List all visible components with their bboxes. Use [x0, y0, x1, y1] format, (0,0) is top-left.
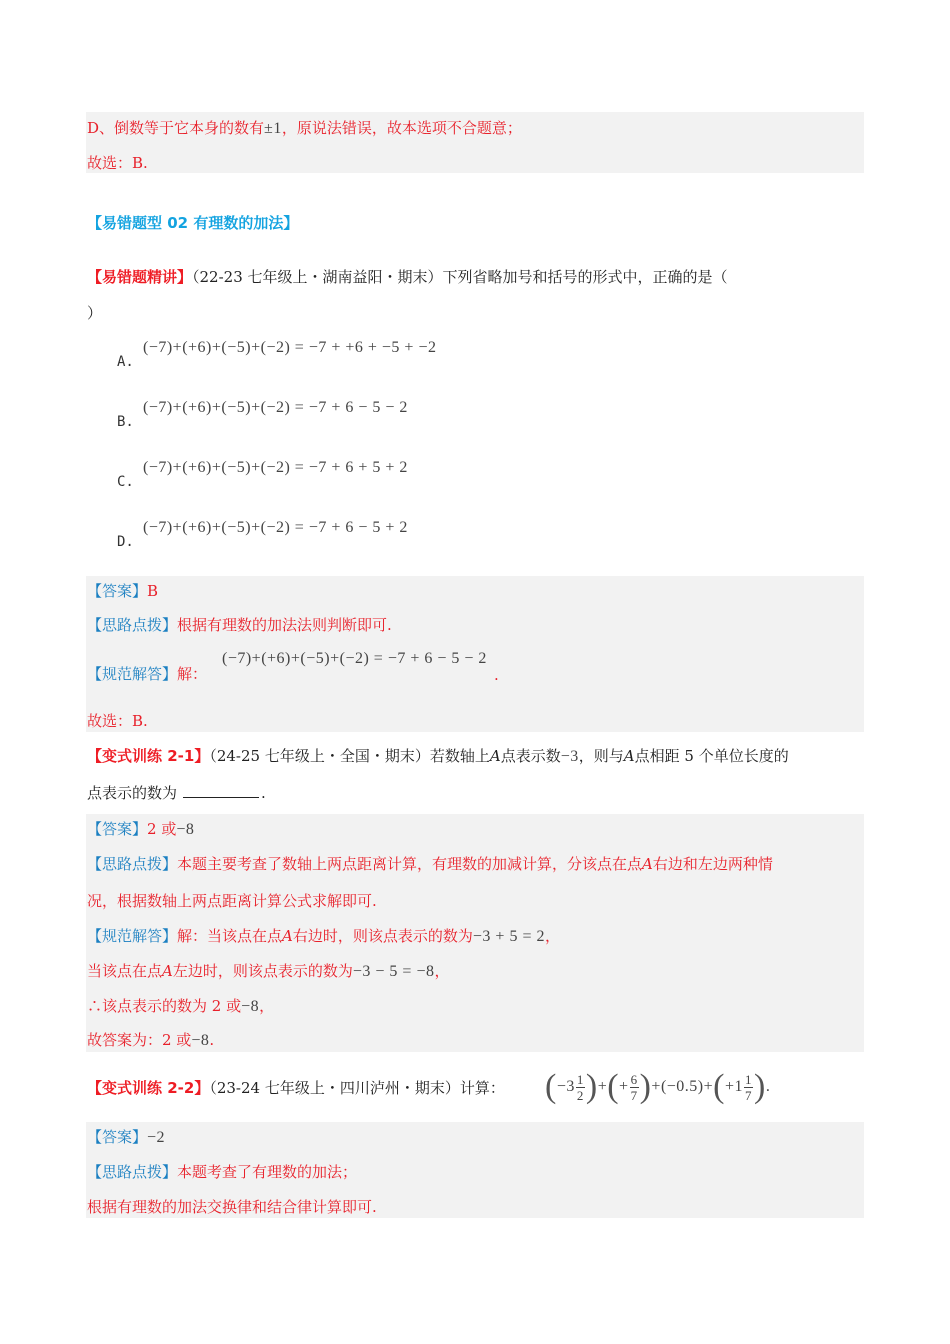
example-question-close-paren: ）: [87, 304, 103, 322]
example-hint: 【思路点拨】根据有理数的加法法则判断即可.: [87, 616, 392, 634]
option-a-math: (−7)+(+6)+(−5)+(−2) = −7 + +6 + −5 + −2: [143, 339, 437, 356]
example-solution-math: (−7)+(+6)+(−5)+(−2) = −7 + 6 − 5 − 2: [222, 650, 487, 667]
fraction-six-sevenths: $\frac{6}{7}$: [630, 1071, 638, 1103]
example-source: （22-23 七年级上・湖南益阳・期末）: [192, 268, 443, 286]
variant1-hint: 【思路点拨】本题主要考查了数轴上两点距离计算，有理数的加减计算，分该点在点A右边和左边两种情: [87, 855, 773, 873]
variant2-answer: 【答案】−2: [87, 1128, 166, 1146]
option-c-label: C.: [117, 474, 134, 490]
option-d-math: (−7)+(+6)+(−5)+(−2) = −7 + 6 − 5 + 2: [143, 519, 408, 536]
variant1-solution-line1: 【规范解答】解：当该点在点A右边时，则该点表示的数为−3 + 5 = 2，: [87, 927, 560, 945]
example-solution-dot: .: [494, 666, 499, 684]
variant1-question-line2: 点表示的数为 .: [87, 784, 266, 802]
section-heading: 【易错题型 02 有理数的加法】: [87, 214, 299, 232]
previous-option-d-explanation: D、倒数等于它本身的数有±1，原说法错误，故本选项不合题意；: [87, 119, 522, 137]
plus-minus-one: ±1: [264, 120, 282, 137]
example-question: [87, 267, 728, 287]
fraction-one-seventh: $\frac{1}{7}$: [745, 1071, 753, 1103]
variant1-tag: 【变式训练 2-1】: [87, 747, 210, 765]
option-b-math: (−7)+(+6)+(−5)+(−2) = −7 + 6 − 5 − 2: [143, 399, 408, 416]
variant2-hint-line2: 根据有理数的加法交换律和结合律计算即可.: [87, 1198, 377, 1216]
variant2-question: 【变式训练 2-2】（23-24 七年级上・四川泸州・期末）计算：: [87, 1079, 505, 1097]
example-conclusion: 故选：B.: [87, 712, 148, 730]
answer-value: B: [147, 582, 159, 600]
variant2-tag: 【变式训练 2-2】: [87, 1079, 210, 1097]
option-d-label: D.: [117, 534, 134, 550]
example-question-text: 下列省略加号和括号的形式中，正确的是（: [442, 268, 728, 286]
example-tag: 【易错题精讲】: [87, 268, 193, 286]
variant1-answer: 【答案】2 或−8: [87, 820, 195, 838]
variant1-solution-line4: 故答案为：2 或−8.: [87, 1031, 215, 1049]
example-solution: 【规范解答】解：: [87, 665, 208, 683]
fraction-one-half: $\frac{1}{2}$: [576, 1071, 584, 1103]
previous-conclusion: 故选：B.: [87, 154, 148, 172]
variant1-solution-line2: 当该点在点A左边时，则该点表示的数为−3 − 5 = −8，: [87, 962, 450, 980]
option-a-label: A.: [117, 354, 134, 370]
variant1-hint-line2: 况，根据数轴上两点距离计算公式求解即可.: [87, 892, 377, 910]
example-answer: 【答案】B: [87, 582, 159, 600]
variant1-solution-line3: ∴该点表示的数为 2 或−8，: [87, 997, 275, 1015]
variant2-expression: ( −3 $\frac{1}{2}$ ) + ( + $\frac{6}{7}$ ) + (−0.5) + ( +1 $\frac{1}{7}$ ) .: [545, 1068, 771, 1105]
option-c-math: (−7)+(+6)+(−5)+(−2) = −7 + 6 + 5 + 2: [143, 459, 408, 476]
variant1-question: 【变式训练 2-1】（24-25 七年级上・全国・期末）若数轴上A点表示数−3，则与A点相距 5 个单位长度的: [87, 747, 789, 765]
option-b-label: B.: [117, 414, 134, 430]
variant2-hint: 【思路点拨】本题考查了有理数的加法；: [87, 1163, 358, 1181]
answer-blank[interactable]: [183, 783, 259, 798]
